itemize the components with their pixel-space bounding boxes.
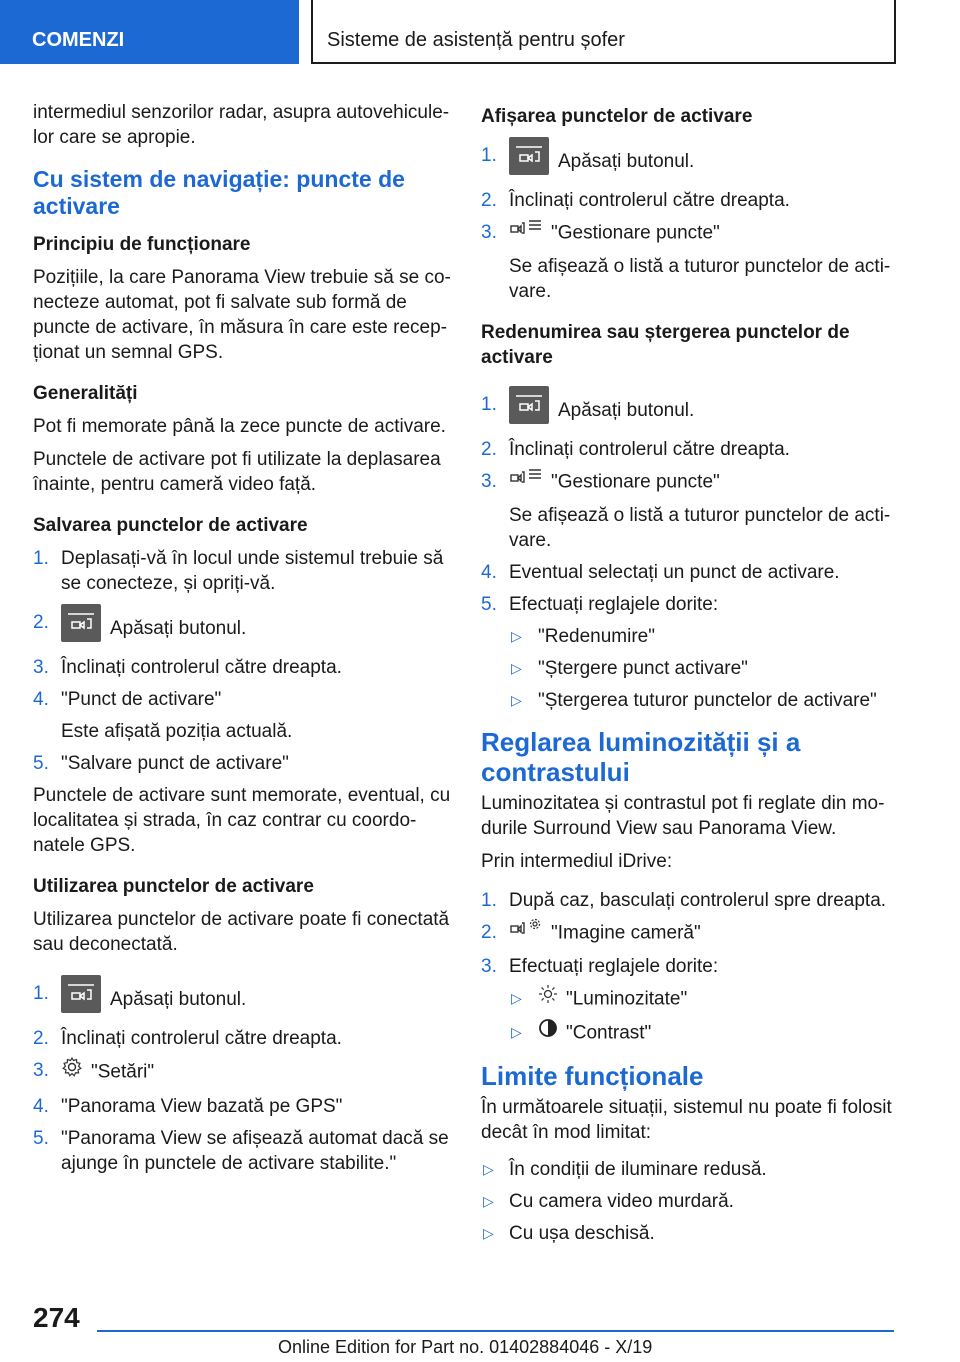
limit-item-3: ▷ Cu ușa deschisă.	[483, 1223, 655, 1244]
footer-edition: Online Edition for Part no. 01402884046 - X/19	[278, 1337, 653, 1357]
display-step-2: 2. Înclinați controlerul către dreapta.	[481, 190, 790, 211]
rename-step-2: 2. Înclinați controlerul către dreapta.	[481, 439, 790, 460]
rename-step-5: 5. Efectuați reglajele dorite:	[481, 594, 719, 615]
heading-principle: Principiu de funcționare	[33, 234, 251, 255]
display-step-1: 1. Apăsați butonul.	[481, 143, 901, 181]
use-step-1: 1. Apăsați butonul.	[33, 981, 453, 1019]
footer-divider	[97, 1330, 894, 1332]
chapter-title: Sisteme de asistență pentru șofer	[311, 0, 896, 64]
brightness-option-1: ▷ "Luminozitate"	[481, 986, 901, 1013]
triangle-right-icon: ▷	[483, 1161, 494, 1177]
camera-button-icon	[61, 975, 101, 1013]
page-number: 274	[33, 1302, 80, 1333]
limit-item-2: ▷ Cu camera video murdară.	[483, 1191, 734, 1212]
rename-step-1: 1. Apăsați butonul.	[481, 392, 901, 430]
heading-general: Generalități	[33, 383, 138, 404]
display-step-3: 3. "Gestionare puncte" Se afișează o listă a tuturor punctelor de acti-vare.	[481, 220, 901, 304]
brightness-step-3: 3. Efectuați reglajele dorite:	[481, 956, 719, 977]
save-step-3: 3. Înclinați controlerul către dreapta.	[33, 657, 342, 678]
camera-settings-icon	[509, 918, 543, 945]
triangle-right-icon: ▷	[511, 660, 522, 676]
save-after-text: Punctele de activare sunt memorate, eventual, cu localitatea și strada, în caz contrar cu coordo-natele GPS.	[33, 785, 451, 856]
use-step-2: 2. Înclinați controlerul către dreapta.	[33, 1028, 342, 1049]
sun-icon	[538, 984, 558, 1011]
intro-text: intermediul senzorilor radar, asupra autovehicule-lor care se apropie.	[33, 102, 450, 148]
general-text-1: Pot fi memorate până la zece puncte de activare.	[33, 416, 446, 437]
general-text-2: Punctele de activare pot fi utilizate la deplasarea înainte, pentru cameră video față.	[33, 449, 441, 495]
rename-option-1: ▷ "Redenumire"	[511, 626, 655, 647]
triangle-right-icon: ▷	[511, 692, 522, 708]
manage-points-icon	[509, 218, 543, 245]
rename-option-2: ▷ "Ștergere punct activare"	[511, 658, 748, 679]
brightness-text-1: Luminozitatea și contrastul pot fi reglate din mo-durile Surround View sau Panorama View.	[481, 793, 885, 839]
camera-button-icon	[509, 386, 549, 424]
use-step-3: 3. "Setări"	[33, 1058, 453, 1087]
page-header	[0, 0, 960, 66]
brightness-text-2: Prin intermediul iDrive:	[481, 851, 673, 872]
heading-display-points: Afișarea punctelor de activare	[481, 106, 753, 127]
heading-functional-limits: Limite funcționale	[481, 1061, 704, 1091]
brightness-option-2: ▷ "Contrast"	[481, 1020, 901, 1047]
save-step-5: 5. "Salvare punct de activare"	[33, 753, 289, 774]
rename-step-3: 3. "Gestionare puncte" Se afișează o listă a tuturor punctelor de acti-vare.	[481, 469, 901, 553]
heading-save-points: Salvarea punctelor de activare	[33, 515, 308, 536]
limit-item-1: ▷ În condiții de iluminare redusă.	[483, 1159, 767, 1180]
use-step-4: 4. "Panorama View bazată pe GPS"	[33, 1096, 343, 1117]
gear-icon	[61, 1056, 83, 1085]
camera-button-icon	[61, 604, 101, 642]
limits-text: În următoarele situații, sistemul nu poate fi folosit decât în mod limitat:	[481, 1097, 892, 1143]
brightness-step-1: 1. După caz, basculați controlerul spre dreapta.	[481, 890, 887, 911]
rename-option-3: ▷ "Ștergerea tuturor punctelor de activare"	[511, 690, 877, 711]
heading-brightness-contrast: Reglarea luminozității și a contrastului	[481, 727, 801, 787]
triangle-right-icon: ▷	[511, 628, 522, 644]
principle-text: Pozițiile, la care Panorama View trebuie să se co-necteze automat, pot fi salvate sub formă de puncte de activare, în măsura în care este recep-ționat un semnal GPS.	[33, 267, 451, 363]
use-step-5: 5. "Panorama View se afișează automat dacă se ajunge în punctele de activare stabilite."	[33, 1128, 449, 1174]
triangle-right-icon: ▷	[511, 990, 522, 1006]
triangle-right-icon: ▷	[483, 1225, 494, 1241]
brightness-step-2: 2. "Imagine cameră"	[481, 920, 901, 947]
save-step-2: 2. Apăsați butonul.	[33, 610, 453, 648]
use-text: Utilizarea punctelor de activare poate fi conectată sau deconectată.	[33, 909, 450, 955]
manage-points-icon	[509, 467, 543, 494]
heading-rename-delete: Redenumirea sau ștergerea punctelor de activare	[481, 322, 850, 368]
left-column	[33, 100, 453, 1183]
triangle-right-icon: ▷	[483, 1193, 494, 1209]
contrast-icon	[538, 1018, 558, 1045]
camera-button-icon	[509, 137, 549, 175]
section-tab: COMENZI	[0, 0, 299, 64]
save-step-4: 4. "Punct de activare" Este afișată poziția actuală.	[33, 689, 293, 742]
save-step-1: 1. Deplasați-vă în locul unde sistemul trebuie să se conecteze, și opriți-vă.	[33, 548, 444, 594]
heading-use-points: Utilizarea punctelor de activare	[33, 876, 314, 897]
rename-step-4: 4. Eventual selectați un punct de activare.	[481, 562, 840, 583]
heading-navigation-points: Cu sistem de navigație: puncte de activare	[33, 166, 405, 219]
triangle-right-icon: ▷	[511, 1024, 522, 1040]
right-column	[481, 100, 901, 1253]
